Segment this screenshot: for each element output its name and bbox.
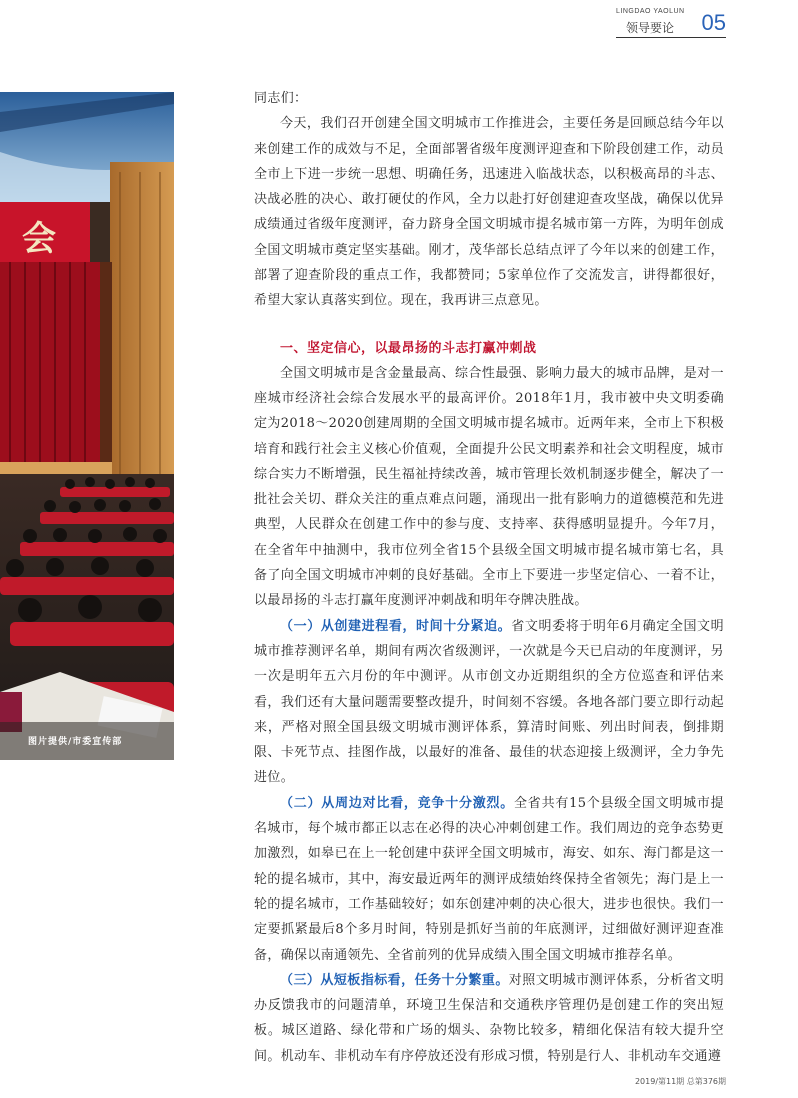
section-paragraph: 全国文明城市是含金量最高、综合性最强、影响力最大的城市品牌，是对一座城市经济社会综合发展水平的最高评价。2018年1月，我市被中央文明委确定为2018～2020创建周期的全国文明城市提名城市。近两年来，全市上下积极培育和践行社会主义核心价值观，全面提升公民文明素养和社会文明程度，城市综合实力不断增强，民生福祉持续改善，城市管理长效机制逐步健全，解决了一批社会关切、群众关注的重点难点问题，涌现出一批有影响力的道德模范和先进典型，人民群众在创建工作中的参与度、支持率、获得感明显提升。今年7月，在全省年中抽测中，我市位列全省15个县级全国文明城市提名城市第七名，具备了向全国文明城市冲刺的良好基础。全市上下要进一步坚定信心、一着不让，以最昂扬的斗志打赢年度测评冲刺战和明年夺牌决胜战。 bbox=[254, 365, 724, 609]
article-body bbox=[254, 86, 724, 1069]
conference-photo bbox=[0, 92, 174, 760]
subsection-text-3: 对照文明城市测评体系，分析省文明办反馈我市的问题清单，环境卫生保洁和交通秩序管理仍是创建工作的突出短板。城区道路、绿化带和广场的烟头、杂物比较多，精细化保洁有较大提升空间。机动车、非机动车有序停放还没有形成习惯，特别是行人、非机动车交通遵 bbox=[254, 972, 724, 1064]
subsection-text-1: 省文明委将于明年6月确定全国文明城市推荐测评名单，期间有两次省级测评，一次就是今天已启动的年度测评，另一次是明年五六月份的年中测评。从市创文办近期组织的全方位巡查和评估来看，我们还有大量问题需要整改提升，时间刻不容缓。各地各部门要立即行动起来，严格对照全国县级文明城市测评体系，算清时间账、列出时间表，倒排期限、卡死节点、挂图作战，以最好的准备、最佳的状态迎接上级测评，全力争先进位。 bbox=[254, 618, 724, 786]
section-heading: 一、坚定信心，以最昂扬的斗志打赢冲刺战 bbox=[280, 340, 537, 356]
subsection-text-2: 全省共有15个县级全国文明城市提名城市，每个城市都正以志在必得的决心冲刺创建工作。我们周边的竞争态势更加激烈，如皋已在上一轮创建中获评全国文明城市，海安、如东、海门都是这一轮的提名城市，其中，海安最近两年的测评成绩始终保持全省领先；海门是上一轮的提名城市，工作基础较好；如东创建冲刺的决心很大，进步也很快。我们一定要抓紧最后8个多月时间，特别是抓好当前的年底测评，过细做好测评迎查准备，确保以南通领先、全省前列的优异成绩入围全国文明城市推荐名单。 bbox=[254, 795, 724, 963]
subsection-paragraph-2 bbox=[254, 791, 724, 968]
header-rule bbox=[616, 37, 726, 38]
header-english: LINGDAO YAOLUN bbox=[616, 8, 685, 15]
page-number: 05 bbox=[701, 10, 726, 35]
subsection-paragraph-3 bbox=[254, 968, 724, 1069]
banner-text: 会 bbox=[22, 219, 56, 259]
subsection-heading-2: （二）从周边对比看，竞争十分激烈。 bbox=[280, 795, 515, 811]
conference-photo-image bbox=[0, 92, 174, 760]
header-section-title: 领导要论 bbox=[626, 21, 675, 35]
intro-paragraph: 今天，我们召开创建全国文明城市工作推进会，主要任务是回顾总结今年以来创建工作的成效与不足，全面部署省级年度测评迎查和下阶段创建工作，动员全市上下进一步统一思想、明确任务，迅速进入临战状态，以积极高昂的斗志、决战必胜的决心、敢打硬仗的作风，全力以赴打好创建迎查攻坚战，确保以优异成绩通过省级年度测评，奋力跻身全国文明城市提名城市第一方阵，为明年创成全国文明城市奠定坚实基础。刚才，茂华部长总结点评了今年以来的创建工作，部署了迎查阶段的重点工作，我都赞同；5家单位作了交流发言，讲得都很好，希望大家认真落实到位。现在，我再讲三点意见。 bbox=[254, 116, 724, 309]
running-header bbox=[616, 8, 726, 34]
subsection-paragraph-1 bbox=[254, 614, 724, 791]
greeting: 同志们： bbox=[254, 91, 308, 106]
issue-footer: 2019/第11期 总第376期 bbox=[634, 1077, 726, 1086]
subsection-heading-3: （三）从短板指标看，任务十分繁重。 bbox=[280, 972, 509, 988]
photo-credit: 图片提供/市委宣传部 bbox=[28, 737, 123, 747]
subsection-heading-1: （一）从创建进程看，时间十分紧迫。 bbox=[280, 618, 512, 634]
